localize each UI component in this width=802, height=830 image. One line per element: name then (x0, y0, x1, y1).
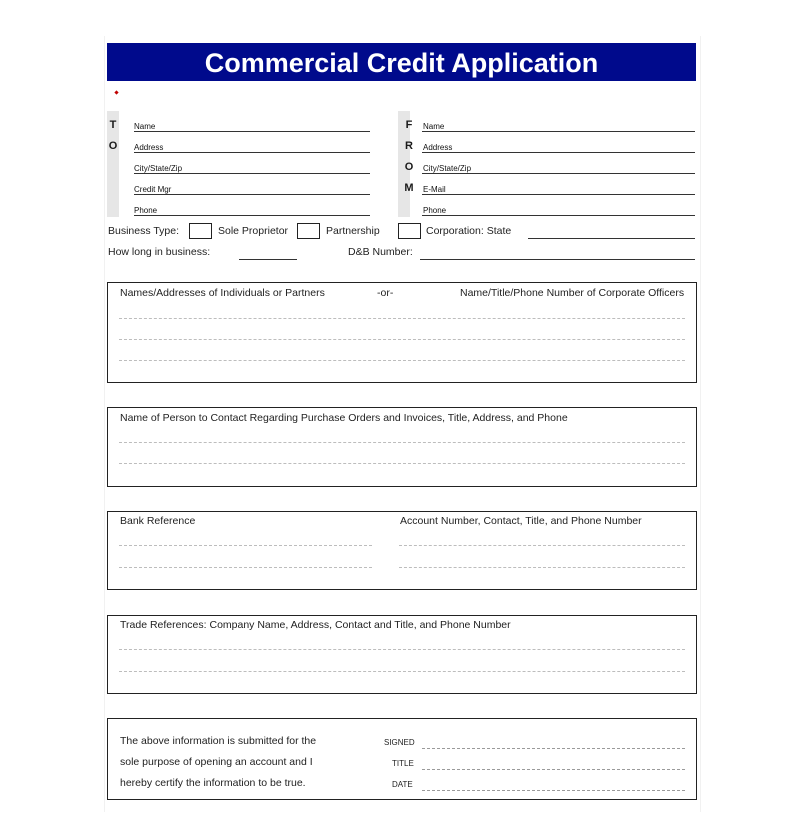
bank-line-2[interactable] (119, 567, 372, 568)
contact-label: Name of Person to Contact Regarding Purchase Orders and Invoices, Title, Address, and Phone (120, 412, 568, 424)
from-letter-o: O (404, 161, 414, 173)
to-name-field[interactable] (134, 131, 370, 132)
partnership-label: Partnership (326, 225, 380, 237)
account-line-2[interactable] (399, 567, 685, 568)
from-phone-label: Phone (423, 206, 447, 215)
sole-proprietor-checkbox[interactable] (189, 223, 212, 239)
to-name-label: Name (134, 122, 156, 131)
from-address-label: Address (423, 143, 453, 152)
certify-text-line-3: hereby certify the information to be true. (120, 777, 306, 789)
date-label: DATE (392, 780, 413, 789)
individuals-line-3[interactable] (119, 360, 685, 361)
from-name-field[interactable] (422, 131, 695, 132)
corporation-state-field[interactable] (528, 238, 695, 239)
to-credit-mgr-field[interactable] (134, 194, 370, 195)
to-phone-field[interactable] (134, 215, 370, 216)
trade-line-2[interactable] (119, 671, 685, 672)
date-field[interactable] (422, 790, 685, 791)
contact-line-1[interactable] (119, 442, 685, 443)
to-letter-o: O (108, 140, 118, 152)
to-address-field[interactable] (134, 152, 370, 153)
how-long-label: How long in business: (108, 246, 211, 258)
certify-text-line-1: The above information is submitted for the (120, 735, 317, 747)
to-phone-label: Phone (134, 206, 158, 215)
signature-field[interactable] (422, 748, 685, 749)
from-city-field[interactable] (422, 173, 695, 174)
title-field[interactable] (422, 769, 685, 770)
individuals-label: Names/Addresses of Individuals or Partners (120, 287, 325, 299)
to-city-label: City/State/Zip (134, 164, 183, 173)
bank-reference-label: Bank Reference (120, 515, 196, 527)
to-letter-t: T (109, 119, 117, 131)
certification-section (107, 718, 697, 800)
title-label: TITLE (392, 759, 414, 768)
individuals-line-1[interactable] (119, 318, 685, 319)
from-city-label: City/State/Zip (423, 164, 472, 173)
signed-label: SIGNED (384, 738, 415, 747)
corporation-checkbox[interactable] (398, 223, 421, 239)
certify-text-line-2: sole purpose of opening an account and I (120, 756, 313, 768)
individuals-section (107, 282, 697, 383)
from-letter-f: F (405, 119, 413, 131)
sole-proprietor-label: Sole Proprietor (218, 225, 289, 237)
to-address-label: Address (134, 143, 164, 152)
to-credit-mgr-label: Credit Mgr (134, 185, 172, 194)
from-letter-m: M (404, 182, 414, 194)
partnership-checkbox[interactable] (297, 223, 320, 239)
trade-line-1[interactable] (119, 649, 685, 650)
dnb-number-field[interactable] (420, 259, 695, 260)
trade-references-section (107, 615, 697, 694)
from-phone-field[interactable] (422, 215, 695, 216)
from-letter-r: R (405, 140, 413, 152)
how-long-field[interactable] (239, 259, 297, 260)
from-email-field[interactable] (422, 194, 695, 195)
corporate-officers-label: Name/Title/Phone Number of Corporate Officers (460, 287, 685, 299)
contact-line-2[interactable] (119, 463, 685, 464)
business-type-label: Business Type: (108, 225, 180, 237)
account-line-1[interactable] (399, 545, 685, 546)
dnb-number-label: D&B Number: (348, 246, 413, 258)
individuals-line-2[interactable] (119, 339, 685, 340)
corporation-state-label: Corporation: State (426, 225, 512, 237)
bank-reference-section (107, 511, 697, 590)
account-number-label: Account Number, Contact, Title, and Phone Number (400, 515, 642, 527)
trade-references-label: Trade References: Company Name, Address, Contact and Title, and Phone Number (120, 619, 511, 631)
form-title: Commercial Credit Application (107, 43, 696, 81)
bank-line-1[interactable] (119, 545, 372, 546)
from-address-field[interactable] (422, 152, 695, 153)
from-name-label: Name (423, 122, 445, 131)
or-label: -or- (377, 287, 394, 299)
contact-section (107, 407, 697, 487)
from-email-label: E-Mail (423, 185, 446, 194)
to-city-field[interactable] (134, 173, 370, 174)
